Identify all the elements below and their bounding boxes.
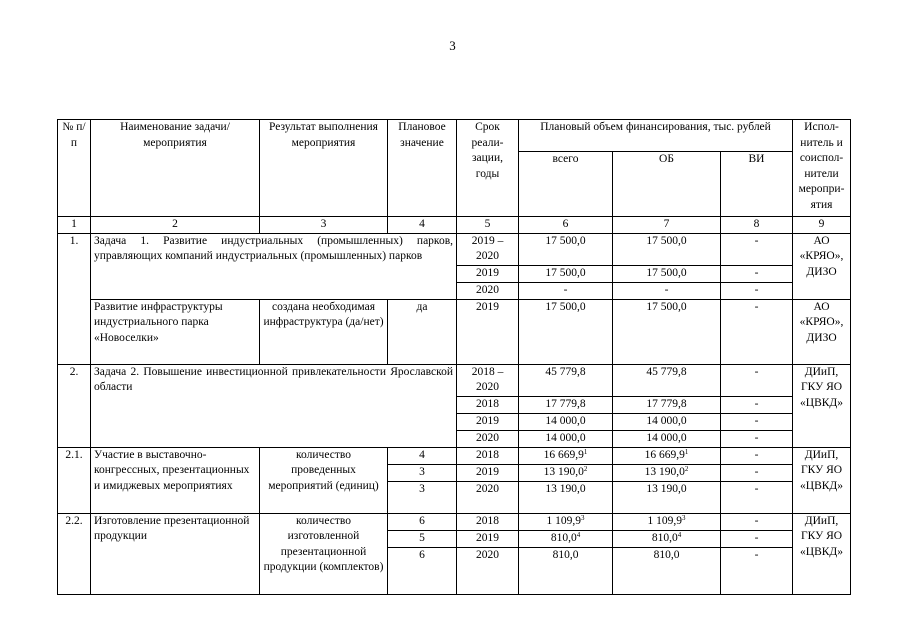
total-cell: -	[519, 282, 613, 299]
column-number: 4	[388, 217, 457, 234]
event21-num: 2.1.	[58, 447, 91, 513]
ob-cell: 17 500,0	[613, 265, 721, 282]
table-row	[58, 364, 851, 396]
period-cell: 2018	[457, 513, 519, 530]
vi-cell: -	[721, 430, 793, 447]
total-cell: 16 669,9$^1$	[519, 447, 613, 464]
vi-cell: -	[721, 513, 793, 530]
task2-num: 2.	[58, 364, 91, 447]
vi-cell: -	[721, 282, 793, 299]
period-cell: 2020	[457, 481, 519, 513]
period-cell: 2019 – 2020	[457, 233, 519, 265]
table-row	[58, 299, 851, 364]
header-ob: ОБ	[613, 152, 721, 217]
task1-event-executor: АО «КРЯО», ДИЗО	[793, 299, 851, 364]
event22-result: количество изготовленной презентационной продукции (комплектов)	[260, 513, 388, 594]
plan-cell: 3	[388, 464, 457, 481]
event22-name: Изготовление презентационной продукции	[91, 513, 260, 594]
task1-num: 1.	[58, 233, 91, 364]
total-cell: 14 000,0	[519, 430, 613, 447]
total-cell: 13 190,0	[519, 481, 613, 513]
ob-cell: 17 500,0	[613, 299, 721, 364]
period-cell: 2019	[457, 413, 519, 430]
ob-cell: 1 109,9$^3$	[613, 513, 721, 530]
total-cell: 17 500,0	[519, 265, 613, 282]
vi-cell: -	[721, 464, 793, 481]
column-number: 9	[793, 217, 851, 234]
event22-num: 2.2.	[58, 513, 91, 594]
header-period: Срок реали-зации, годы	[457, 120, 519, 217]
total-cell: 810,0	[519, 547, 613, 594]
plan-cell: 6	[388, 547, 457, 594]
period-cell: 2020	[457, 282, 519, 299]
period-cell: 2020	[457, 430, 519, 447]
task1-event-plan: да	[388, 299, 457, 364]
ob-cell: 17 500,0	[613, 233, 721, 265]
vi-cell: -	[721, 364, 793, 396]
period-cell: 2019	[457, 464, 519, 481]
vi-cell: -	[721, 413, 793, 430]
column-number: 1	[58, 217, 91, 234]
vi-cell: -	[721, 265, 793, 282]
vi-cell: -	[721, 299, 793, 364]
header-name: Наименование задачи/мероприятия	[91, 120, 260, 217]
header-plan: Плановое значение	[388, 120, 457, 217]
column-number: 6	[519, 217, 613, 234]
task1-event-name: Развитие инфраструктуры индустриального парка «Новоселки»	[91, 299, 260, 364]
financing-table	[57, 119, 851, 595]
header-num: № п/п	[58, 120, 91, 217]
vi-cell: -	[721, 481, 793, 513]
header-financing: Плановый объем финансирования, тыс. рублей	[519, 120, 793, 152]
ob-cell: 45 779,8	[613, 364, 721, 396]
ob-cell: 13 190,0$^2$	[613, 464, 721, 481]
period-cell: 2019	[457, 299, 519, 364]
column-number: 8	[721, 217, 793, 234]
period-cell: 2019	[457, 265, 519, 282]
column-number: 5	[457, 217, 519, 234]
total-cell: 45 779,8	[519, 364, 613, 396]
task2-executor: ДИиП, ГКУ ЯО «ЦВКД»	[793, 364, 851, 447]
column-number: 3	[260, 217, 388, 234]
task2-name: Задача 2. Повышение инвестиционной привлекательности Ярославской области	[91, 364, 457, 447]
period-cell: 2018	[457, 447, 519, 464]
ob-cell: 810,0	[613, 547, 721, 594]
header-result: Результат выполнения мероприятия	[260, 120, 388, 217]
ob-cell: 810,0$^4$	[613, 530, 721, 547]
task1-executor: АО «КРЯО», ДИЗО	[793, 233, 851, 299]
vi-cell: -	[721, 547, 793, 594]
total-cell: 810,0$^4$	[519, 530, 613, 547]
page-number: 3	[449, 38, 456, 53]
plan-cell: 5	[388, 530, 457, 547]
event21-executor: ДИиП, ГКУ ЯО «ЦВКД»	[793, 447, 851, 513]
event21-result: количество проведенных мероприятий (единиц)	[260, 447, 388, 513]
header-executor: Испол-нитель и соиспол-нители меропри-ятия	[793, 120, 851, 217]
column-number: 7	[613, 217, 721, 234]
event21-name: Участие в выставочно-конгрессных, презентационных и имиджевых мероприятиях	[91, 447, 260, 513]
total-cell: 14 000,0	[519, 413, 613, 430]
column-numbers-row	[58, 217, 851, 234]
period-cell: 2018	[457, 396, 519, 413]
ob-cell: 16 669,9$^1$	[613, 447, 721, 464]
column-number: 2	[91, 217, 260, 234]
ob-cell: 14 000,0	[613, 413, 721, 430]
vi-cell: -	[721, 396, 793, 413]
table-row	[58, 513, 851, 530]
table-row	[58, 233, 851, 265]
total-cell: 17 779,8	[519, 396, 613, 413]
plan-cell: 6	[388, 513, 457, 530]
plan-cell: 3	[388, 481, 457, 513]
table-row	[58, 447, 851, 464]
total-cell: 17 500,0	[519, 233, 613, 265]
total-cell: 13 190,0$^2$	[519, 464, 613, 481]
ob-cell: 13 190,0	[613, 481, 721, 513]
header-total: всего	[519, 152, 613, 217]
task1-event-result: создана необходимая инфраструктура (да/нет)	[260, 299, 388, 364]
ob-cell: -	[613, 282, 721, 299]
plan-cell: 4	[388, 447, 457, 464]
ob-cell: 17 779,8	[613, 396, 721, 413]
period-cell: 2019	[457, 530, 519, 547]
ob-cell: 14 000,0	[613, 430, 721, 447]
vi-cell: -	[721, 447, 793, 464]
event22-executor: ДИиП, ГКУ ЯО «ЦВКД»	[793, 513, 851, 594]
task1-name: Задача 1. Развитие индустриальных (промышленных) парков, управляющих компаний индустриальных (промышленных) парков	[91, 233, 457, 299]
period-cell: 2020	[457, 547, 519, 594]
header-vi: ВИ	[721, 152, 793, 217]
total-cell: 1 109,9$^3$	[519, 513, 613, 530]
total-cell: 17 500,0	[519, 299, 613, 364]
vi-cell: -	[721, 233, 793, 265]
vi-cell: -	[721, 530, 793, 547]
period-cell: 2018 – 2020	[457, 364, 519, 396]
